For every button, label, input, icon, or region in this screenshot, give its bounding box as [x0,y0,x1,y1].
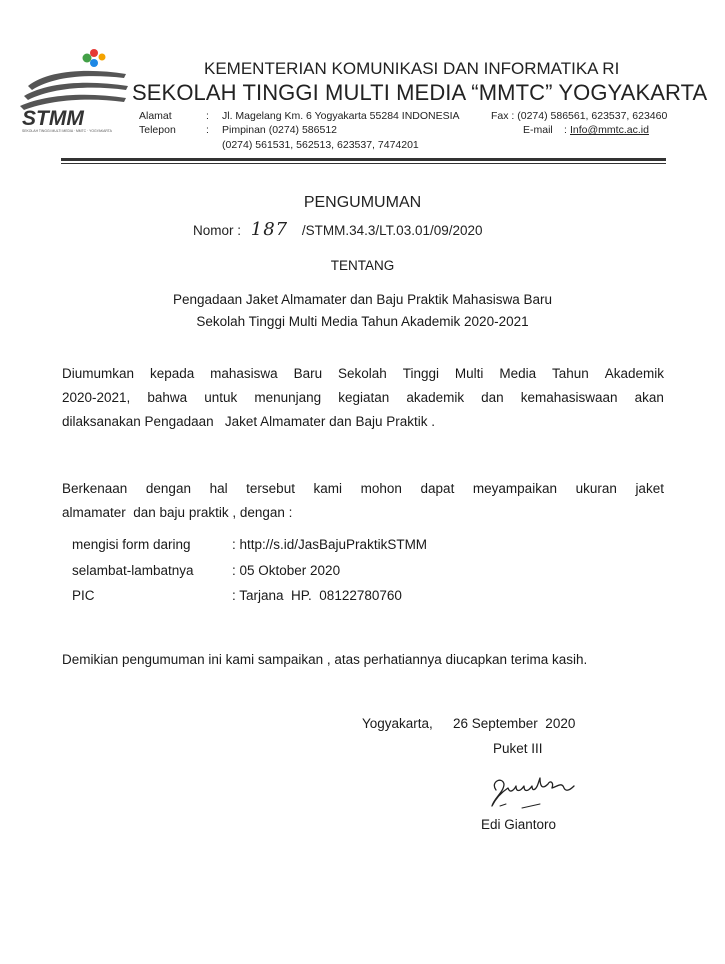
word: dan [481,390,504,405]
word: jaket [635,481,664,496]
handwritten-number: 187 [250,219,289,240]
detail-value-pic: : Tarjana HP. 08122780760 [232,588,402,603]
word: mohon [360,481,402,496]
request-paragraph [62,477,664,525]
word: bahwa [147,390,188,405]
alamat-value: Jl. Magelang Km. 6 Yogyakarta 55284 INDONESIA [222,110,460,122]
detail-label-pic: PIC [72,588,95,603]
word: Sekolah [338,366,387,381]
fax-line: Fax : (0274) 586561, 623537, 623460 [491,110,668,122]
word: akademik [406,390,465,405]
word: Tinggi [402,366,439,381]
handwritten-signature [482,768,582,812]
word: kegiatan [338,390,390,405]
header-rule-thick [61,158,666,161]
document-number [193,219,483,240]
ministry-name: KEMENTERIAN KOMUNIKASI DAN INFORMATIKA RI [204,59,620,78]
signature-place: Yogyakarta, [362,716,433,731]
subject-line-2: Sekolah Tinggi Multi Media Tahun Akademik 2020-2021 [196,314,529,329]
telepon-value-1: Pimpinan (0274) 586512 [222,124,337,136]
word: kemahasiswaan [520,390,618,405]
word: untuk [204,390,238,405]
document-title: PENGUMUMAN [303,194,422,211]
closing-sentence: Demikian pengumuman ini kami sampaikan , atas perhatiannya diucapkan terima kasih. [62,652,588,667]
signature-date: 26 September 2020 [453,716,576,731]
email-colon: : [564,124,567,136]
word: kami [313,481,343,496]
paragraph1-line-3: dilaksanakan Pengadaan Jaket Almamater dan Baju Praktik . [62,414,435,429]
nomor-label: Nomor : [193,223,242,238]
word: mahasiswa [210,366,278,381]
paragraph1-line-1 [62,362,664,386]
word: dapat [420,481,455,496]
word: Akademik [604,366,664,381]
announcement-paragraph [62,362,664,434]
word: akan [634,390,664,405]
paragraph1-line-2 [62,386,664,410]
detail-label-deadline: selambat-lambatnya [72,563,194,578]
telepon-colon: : [206,124,209,136]
word: hal [209,481,228,496]
word: kepada [149,366,195,381]
word: Diumumkan [62,366,135,381]
nomor-code: /STMM.34.3/LT.03.01/09/2020 [301,223,483,238]
subject-line-1: Pengadaan Jaket Almamater dan Baju Praktik Mahasiswa Baru [173,292,552,307]
logo-wordmark: STMM [22,107,84,130]
alamat-label: Alamat [139,110,172,122]
stmm-logo [18,48,130,133]
email-label: E-mail [523,124,553,136]
word: Tahun [552,366,589,381]
detail-value-form[interactable]: : http://s.id/JasBajuPraktikSTMM [232,537,428,552]
school-name: SEKOLAH TINGGI MULTI MEDIA “MMTC” YOGYAKARTA [132,80,708,105]
telepon-label: Telepon [139,124,176,136]
email-link[interactable]: Info@mmtc.ac.id [570,124,649,136]
word: ukuran [575,481,617,496]
word: Multi [454,366,484,381]
detail-value-deadline: : 05 Oktober 2020 [232,563,341,578]
word: menunjang [254,390,322,405]
logo-tagline: SEKOLAH TINGGI MULTI MEDIA · MMTC · YOGYAKARTA [22,129,112,133]
word: Baru [293,366,323,381]
word: dengan [145,481,191,496]
header-rule-thin [61,163,666,164]
word: Berkenaan [62,481,128,496]
detail-label-form: mengisi form daring [72,537,191,552]
word: meyampaikan [472,481,557,496]
word: Media [499,366,537,381]
tentang-heading: TENTANG [330,258,395,273]
word: tersebut [246,481,295,496]
word: 2020-2021, [62,390,131,405]
signature-position: Puket III [493,741,543,756]
paragraph2-line-1 [62,477,664,501]
telepon-value-2: (0274) 561531, 562513, 623537, 7474201 [222,139,419,151]
alamat-colon: : [206,110,209,122]
paragraph2-line-2: almamater dan baju praktik , dengan : [62,505,293,520]
signatory-name: Edi Giantoro [481,817,557,832]
